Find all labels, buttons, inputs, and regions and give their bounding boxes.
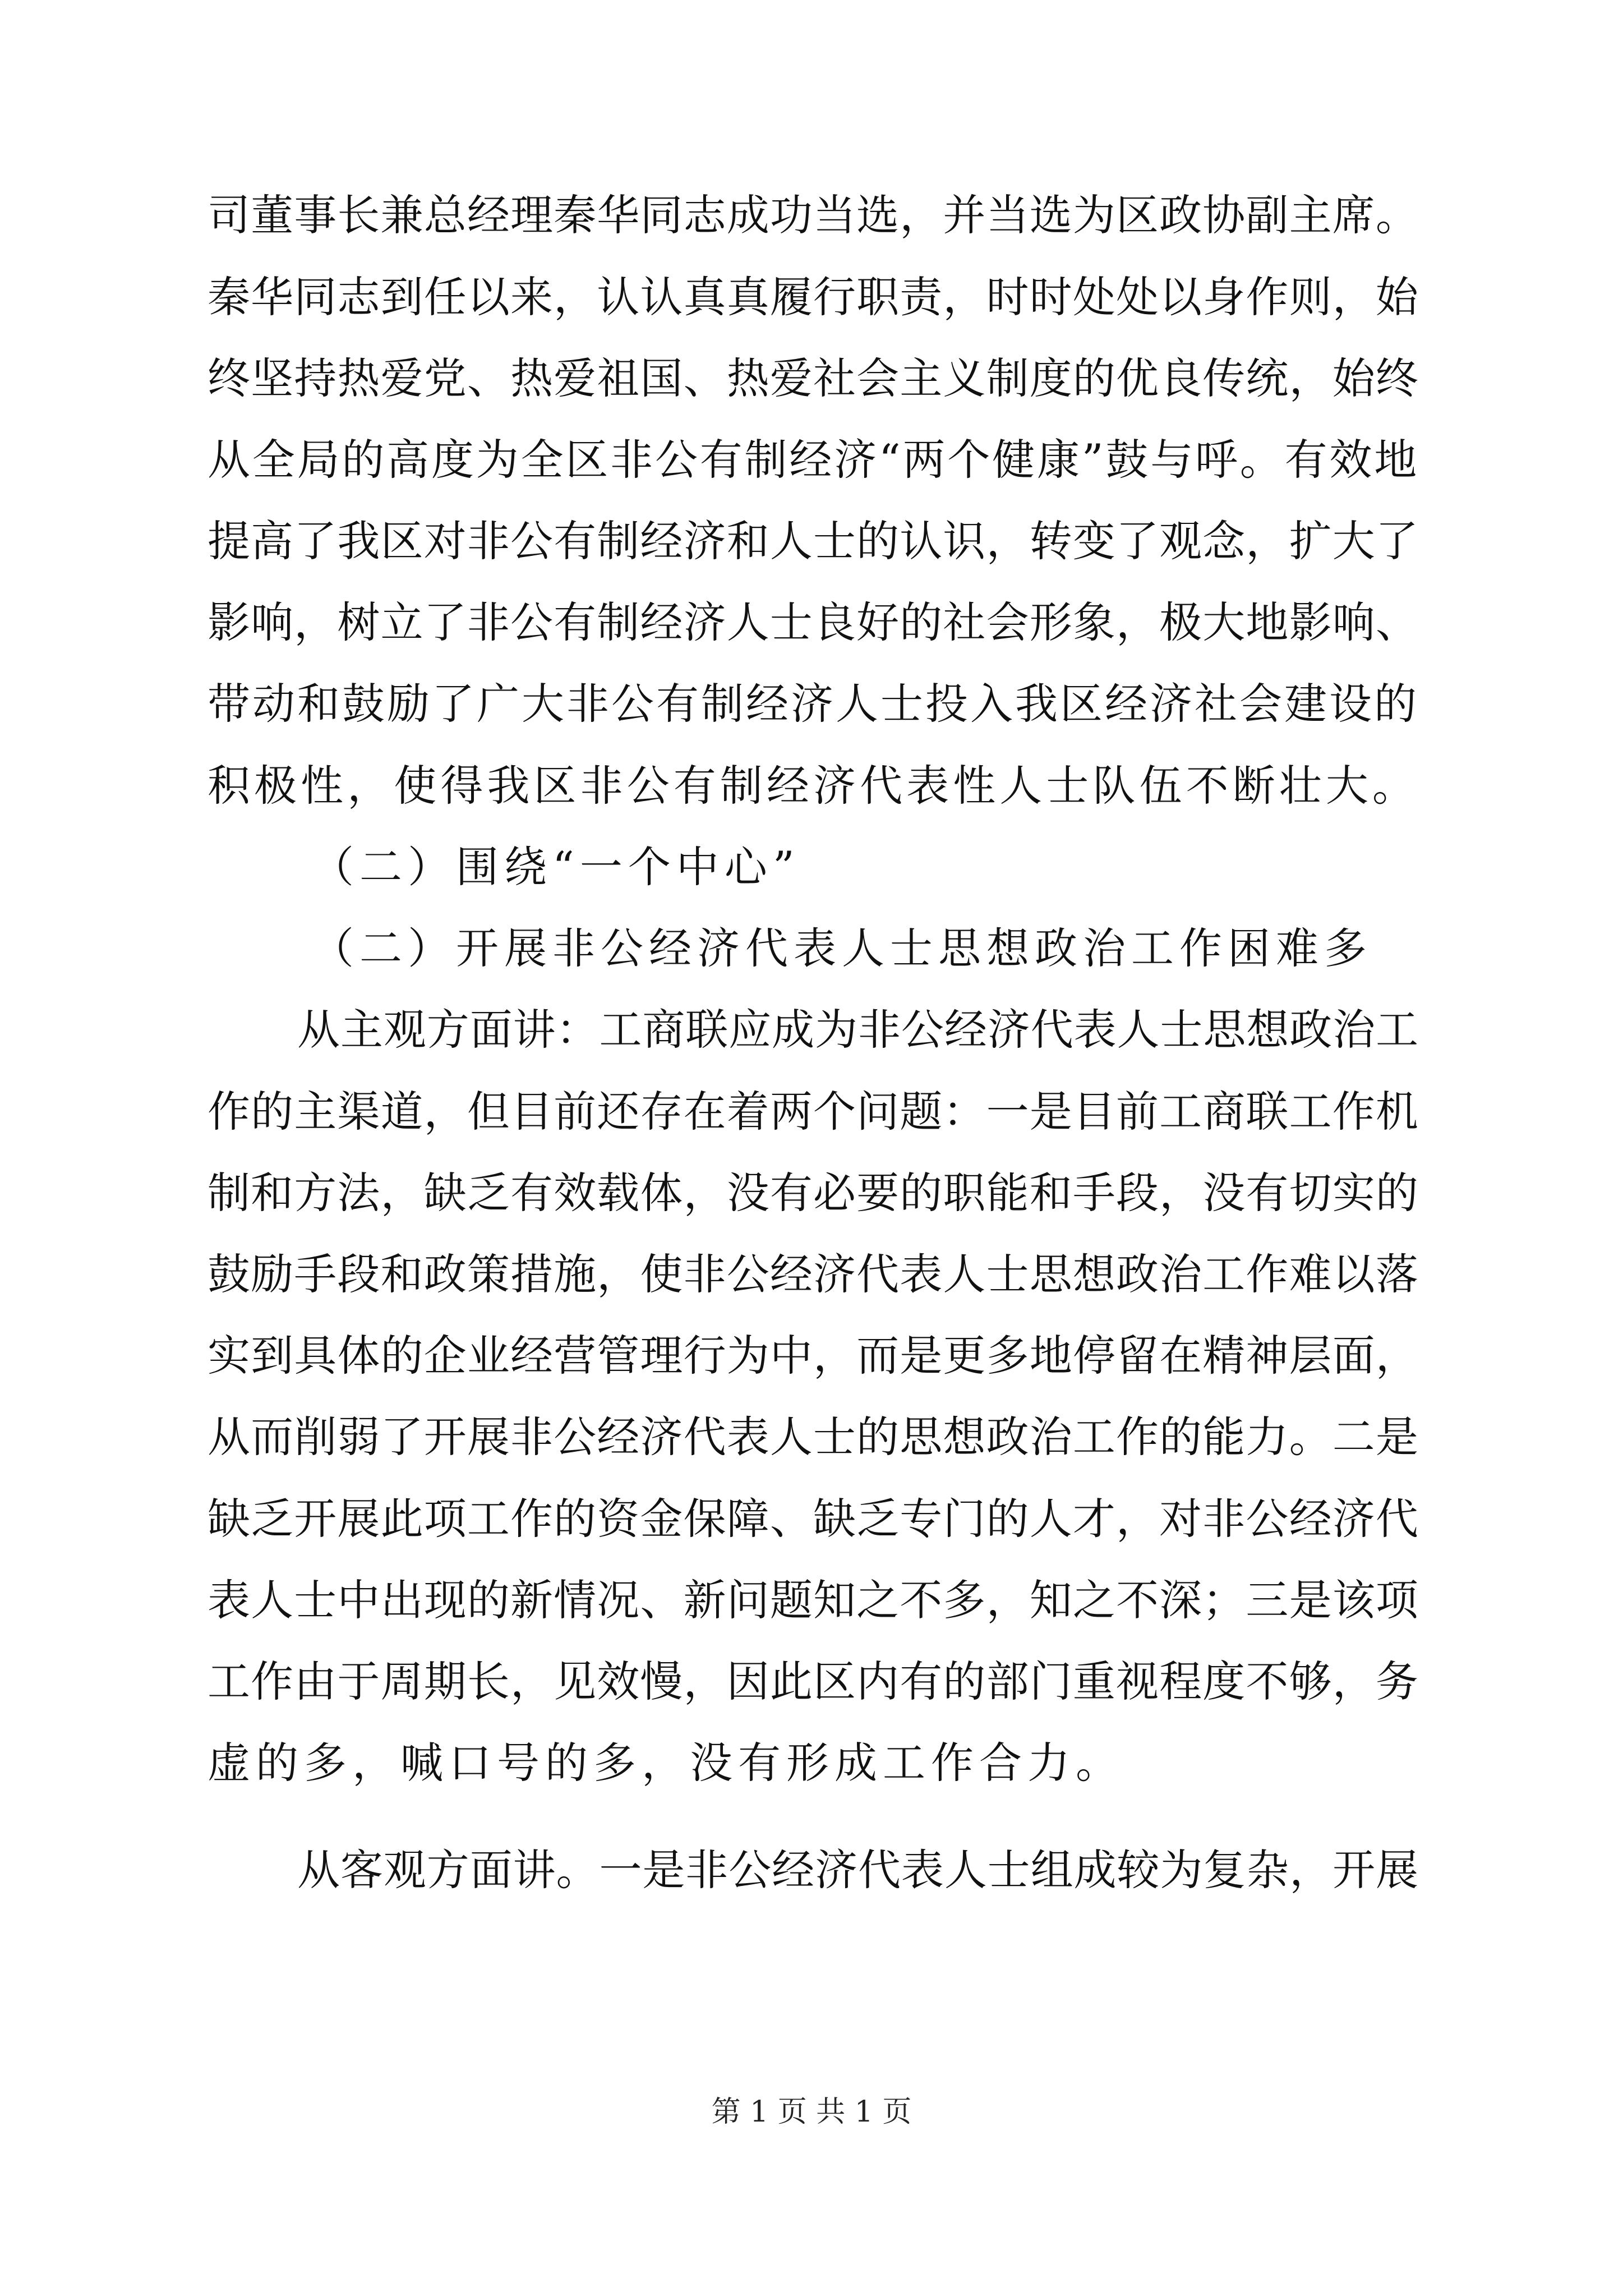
text-line-16: 从而削弱了开展非公经济代表人士的思想政治工作的能力。二是 [208,1412,1419,1462]
text-line-15: 实到具体的企业经营管理行为中，而是更多地停留在精神层面， [208,1331,1419,1381]
text-line-20: 虚的多，喊口号的多，没有形成工作合力。 [208,1738,1124,1788]
text-line-8: 积极性，使得我区非公有制经济代表性人士队伍不断壮大。 [208,761,1419,811]
text-line-2: 秦华同志到任以来，认认真真履行职责，时时处处以身作则，始 [208,272,1419,322]
text-line-1: 司董事长兼总经理秦华同志成功当选，并当选为区政协副主席。 [208,190,1419,240]
text-line-5: 提高了我区对非公有制经济和人士的认识，转变了观念，扩大了 [208,516,1419,566]
page-number-footer: 第 1 页 共 1 页 [711,2095,912,2129]
section-heading-1: （二）围绕“一个中心” [311,842,800,892]
text-line-14: 鼓励手段和政策措施，使非公经济代表人士思想政治工作难以落 [208,1249,1419,1299]
text-line-17: 缺乏开展此项工作的资金保障、缺乏专门的人才，对非公经济代 [208,1494,1419,1544]
text-line-21: 从客观方面讲。一是非公经济代表人士组成较为复杂，开展 [297,1845,1419,1895]
text-line-18: 表人士中出现的新情况、新问题知之不多，知之不深；三是该项 [208,1575,1419,1625]
text-line-13: 制和方法，缺乏有效载体，没有必要的职能和手段，没有切实的 [208,1168,1419,1218]
section-heading-2: （二）开展非公经济代表人士思想政治工作困难多 [311,923,1372,973]
text-line-6: 影响，树立了非公有制经济人士良好的社会形象，极大地影响、 [208,597,1419,647]
text-line-3: 终坚持热爱党、热爱祖国、热爱社会主义制度的优良传统，始终 [208,353,1419,403]
text-line-19: 工作由于周期长，见效慢，因此区内有的部门重视程度不够，务 [208,1657,1419,1706]
text-line-7: 带动和鼓励了广大非公有制经济人士投入我区经济社会建设的 [208,679,1419,729]
text-line-11: 从主观方面讲：工商联应成为非公经济代表人士思想政治工 [297,1005,1419,1055]
text-line-12: 作的主渠道，但目前还存在着两个问题：一是目前工商联工作机 [208,1087,1419,1137]
text-line-4: 从全局的高度为全区非公有制经济“两个健康”鼓与呼。有效地 [208,435,1419,485]
